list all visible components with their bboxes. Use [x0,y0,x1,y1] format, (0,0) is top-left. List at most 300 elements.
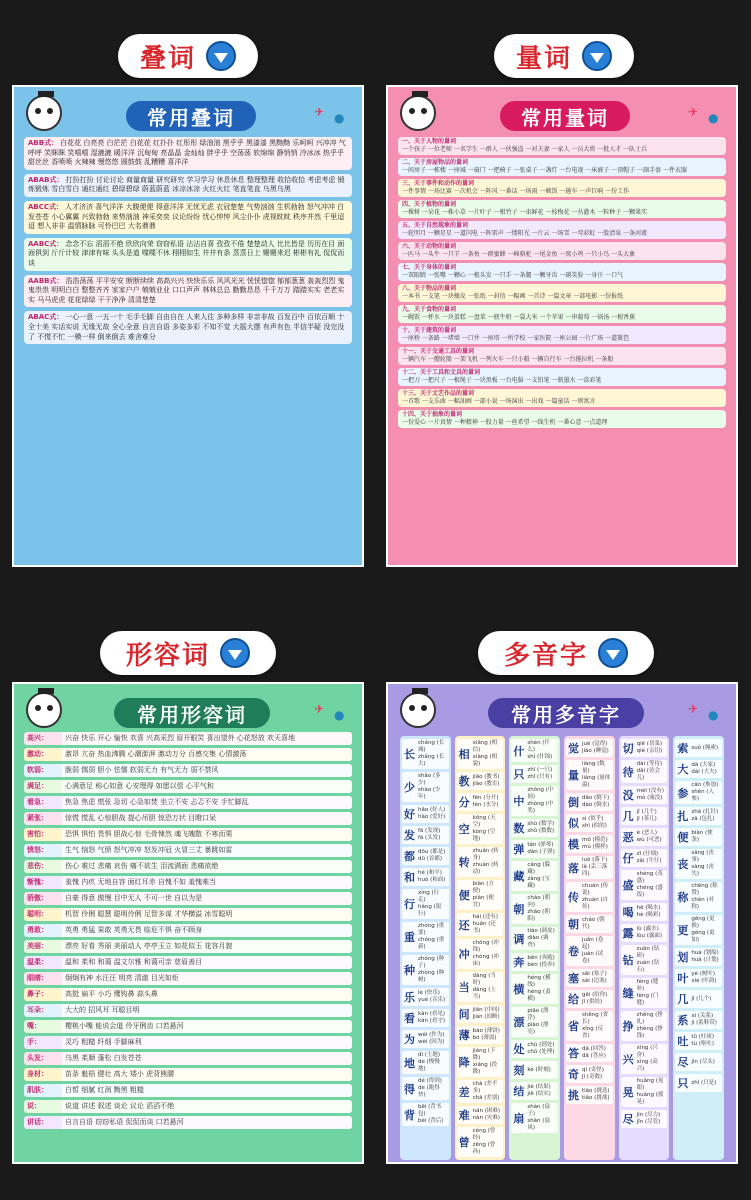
polyphone-readings: chuán (传说) zhuàn (自传) [582,883,609,910]
group-words: 一首歌 一支乐曲 一幅油画 一部小说 一场演出 一出戏 一篇童话 一则寓言 [402,398,596,405]
polyphone-entry [675,807,722,825]
polyphone-char: 盛 [622,879,634,892]
polyphone-readings: jié (结果) jiē (结实) [527,1084,551,1097]
polyphone-readings: báo (薄饼) bó (薄弱) [472,1028,500,1041]
polyphone-char: 觉 [568,742,579,755]
section-pill-diecI[interactable] [118,34,258,78]
adjective-values: 自言自语 窃窃私语 侃侃而谈 口若悬河 [62,1116,352,1129]
polyphone-entry [457,793,504,811]
adjective-key: 惭愧： [27,878,48,886]
polyphone-entry [511,1082,558,1100]
polyphone-readings: cháng (长城) zhǎng (长大) [418,740,445,767]
polyphone-char: 看 [404,1012,415,1025]
adjective-key: 眼睛： [27,974,48,982]
group-words: 打扮打扮 讨论讨论 商量商量 研究研究 学习学习 休息休息 整理整理 收拾收拾 考虑考虑 锻炼锻炼 雪白雪白 通红通红 碧绿碧绿 蔚蓝蔚蓝 冰凉冰凉 火红火红 笔直笔直 乌黑乌黑 [28,175,345,194]
polyphone-readings: shǎo (多少) shào (少年) [418,773,441,800]
adjective-row [24,828,352,841]
polyphone-readings: héng (横线) hèng (蛮横) [527,975,551,1002]
polyphone-char: 行 [404,898,415,911]
polyphone-char: 得 [404,1082,415,1096]
polyphone-char: 发 [404,829,415,842]
adjective-values: 焦急 焦虑 慌张 急切 心急如焚 坐立不安 忐忑不安 手忙脚乱 [62,796,352,809]
polyphone-entry [511,786,558,816]
adjective-row [24,796,352,809]
group-words: 白花花 白亮亮 白茫茫 白花花 红扑扑 红彤彤 绿油油 黑乎乎 黑漆漆 黑黝黝 乐呵呵 兴冲冲 气呼呼 笑眯眯 笑嘻嘻 湿漉漉 暖洋洋 沉甸甸 亮晶晶 金灿灿 胖乎乎 空荡荡 软绵绵 静悄悄 冷冰冰 热乎乎 甜丝丝 香喷喷 火辣辣 慢悠悠 圆鼓鼓 乱糟糟 喜洋洋 [28,139,346,167]
polyphone-char: 挣 [622,1020,634,1033]
polyphone-readings: tán (弹琴) dàn (子弹) [527,842,555,855]
polyphone-entry [621,945,668,975]
diecI-group [24,311,352,344]
polyphone-char: 调 [513,932,525,946]
group-title: 十四、关于抽象的量词 [402,411,463,418]
polyphone-char: 奔 [513,956,525,969]
polyphone-entry [457,1080,504,1103]
section-title-diecI: 叠词 [139,43,196,74]
polyphone-entry [621,760,668,783]
adjective-values: 惊慌 慌乱 心惊胆战 提心吊胆 惊恐万状 目瞪口呆 [62,812,352,825]
adjective-values: 激昂 亢奋 热血沸腾 心潮澎湃 激动万分 百感交集 心情激荡 [62,748,352,761]
adjective-row [24,1052,352,1065]
polyphone-readings: dài (等待) dāi (待会儿) [636,761,663,781]
adjective-values: 樱桃小嘴 能说会道 伶牙俐齿 口若悬河 [62,1020,352,1033]
polyphone-entry [675,1053,722,1071]
adjective-row [24,1036,352,1049]
polyphone-char: 冲 [458,948,470,961]
polyphone-entry [511,1103,558,1133]
polyphone-char: 答 [568,1047,579,1060]
group-tag: ABAB式： [28,175,64,184]
polyphone-char: 曾 [458,1136,470,1149]
group-words: 一双眼睛 一张嘴 一颗心 一根头发 一只手 一条腿 一颗牙齿 一副笑脸 一身汗 一口气 [402,272,624,279]
liangci-group [398,326,726,344]
poster-banner: 常用多音字 [488,698,644,728]
polyphone-readings: piāo (漂浮) piào (漂亮) [527,1008,549,1035]
poster-banner: 常用叠词 [126,101,256,131]
polyphone-entry [621,1044,668,1074]
polyphone-char: 中 [513,795,525,808]
polyphone-readings: suǒ (绳索) [691,744,719,751]
dropdown-arrow-icon[interactable] [220,638,250,668]
polyphone-entry [566,793,613,811]
polyphone-entry [675,1074,722,1092]
liangci-group [398,410,726,428]
group-words: 浩浩荡荡 平平安安 断断续续 高高兴兴 快快乐乐 风风光光 恍恍惚惚 郁郁葱葱 轰轰烈烈 鬼鬼祟祟 明明白白 整整齐齐 家家户户 兢兢业业 口口声声 林林总总 勤勤恳恳 千千万万 踏踏实实 老老实实 马马虎虎 花花绿绿 干干净净 清清楚楚 [28,276,345,304]
polyphone-char: 几 [677,993,689,1006]
polyphone-readings: zhuǎn (转身) zhuàn (转动) [472,848,499,875]
polyphone-entry [402,1030,449,1048]
polyphone-readings: kàn (看见) kān (看守) [418,1011,446,1024]
polyphone-readings: zuān (钻研) zuàn (钻石) [636,946,660,973]
polyphone-char: 什 [513,744,525,758]
adjective-row [24,956,352,969]
adjective-row [24,844,352,857]
polyphone-readings: jiàng (下降) xiáng (投降) [472,1048,498,1075]
polyphone-entry [621,1077,668,1107]
adjective-values: 高挺 扁平 小巧 鹰钩鼻 蒜头鼻 [62,988,352,1001]
group-words: 一辆汽车 一艘轮船 一架飞机 一列火车 一只小船 一辆自行车 一台拖拉机 一条船 [402,356,614,363]
group-words: 一把刀 一把尺子 一根绳子 一块黑板 一台电脑 一支铅笔 一瓶墨水 一盒彩笔 [402,377,602,384]
polyphone-char: 教 [458,775,470,788]
polyphone-column [564,736,615,1160]
adjective-values: 羞愧 内疚 无地自容 面红耳赤 自愧不如 羞愧难当 [62,876,352,889]
group-words: 一座桥 一条路 一堵墙 一口井 一座塔 一所学校 一家医院 一座公园 一片广场 一道篱笆 [402,335,630,342]
polyphone-readings: tiāo (挑选) tiǎo (挑战) [582,1088,610,1101]
polyphone-readings: kè (时刻) [527,1066,551,1073]
polyphone-readings: zhī (一只) zhǐ (只有) [527,767,553,780]
airplane-icon: ✈ [314,105,325,119]
adjective-key: 愤怒： [27,846,48,854]
polyphone-readings: gēng (更换) gèng (更加) [691,916,715,943]
adjective-values: 生气 恼怒 气愤 怒气冲冲 怒发冲冠 火冒三丈 暴跳如雷 [62,844,352,857]
group-words: 一本书 一支笔 一块橡皮 一张纸 一封信 一幅画 一首诗 一篇文章 一部电影 一份报纸 [402,293,624,300]
adjective-key: 悲伤： [27,862,48,870]
polyphone-char: 结 [513,1085,525,1098]
polyphone-char: 转 [458,856,470,869]
polyphone-readings: jiān (中间) jiàn (间断) [472,1007,500,1020]
polyphone-entry [675,915,722,945]
group-words: 一个孩子 一位老师 一名学生 一群人 一伙强盗 一对夫妻 一家人 一员大将 一批人才 一队士兵 [402,146,648,153]
polyphone-readings: fā (发现) fà (头发) [418,828,441,841]
polyphone-char: 卷 [568,945,579,958]
adjective-row [24,812,352,825]
diecI-group [24,275,352,308]
polyphone-readings: tiáo (调皮) diào (调查) [527,928,555,948]
liangci-group [398,368,726,386]
polyphone-entry [566,835,613,853]
polyphone-char: 省 [568,1020,579,1033]
polyphone-char: 漂 [513,1016,525,1029]
group-words: 一件事情 一场比赛 一次机会 一阵风 一番话 一场雨 一顿饭 一趟车 一声巨响 一份工作 [402,188,630,195]
polyphone-readings: zhòng (重要) chóng (重新) [418,923,445,950]
adjective-row [24,1020,352,1033]
group-tag: ABB式： [28,139,59,147]
polyphone-char: 吐 [677,1035,689,1048]
adjective-values: 漂亮 好看 秀丽 美丽动人 亭亭玉立 如花似玉 花容月貌 [62,940,352,953]
poster-body [24,137,352,348]
polyphone-char: 钻 [622,954,634,967]
adjective-row [24,940,352,953]
polyphone-entry [457,939,504,969]
polyphone-readings: dǎo (倒下) dào (倒水) [582,795,610,808]
polyphone-entry [675,882,722,912]
polyphone-readings: dōu (都是) dū (首都) [418,849,446,862]
polyphone-readings: dà (大家) dài (大夫) [691,762,717,775]
polyphone-entry [457,772,504,790]
polyphone-char: 当 [458,981,470,994]
adjective-key: 美丽： [27,942,48,950]
polyphone-entry [621,1110,668,1128]
polyphone-readings: nán (困难) nàn (灾难) [472,1108,501,1121]
adjective-row [24,892,352,905]
mascot-icon [26,95,62,131]
group-title: 十二、关于工具和文具的量词 [402,369,481,376]
section-title-xingrongci: 形容词 [125,640,210,671]
polyphone-readings: méi (没有) mò (淹没) [636,788,664,801]
polyphone-column [400,736,451,1160]
adjective-key: 讲话： [27,1118,48,1126]
polyphone-entry [566,990,613,1008]
polyphone-readings: mó (模范) mú (模样) [582,837,608,850]
liangci-group [398,389,726,407]
adjective-values: 灵巧 粗糙 纤细 手脚麻利 [62,1036,352,1049]
adjective-row [24,732,352,745]
polyphone-column [509,736,560,1160]
polyphone-entry [457,1127,504,1157]
polyphone-char: 划 [677,951,689,964]
adjective-values: 白皙 细腻 红润 黝黑 粗糙 [62,1084,352,1097]
polyphone-entry [511,1007,558,1037]
liangci-group [398,158,726,176]
polyphone-readings: fēn (分开) fèn (水分) [472,795,499,808]
polyphone-char: 喝 [622,906,634,919]
adjective-key: 手： [27,1038,41,1046]
polyphone-entry [511,739,558,762]
polyphone-char: 更 [677,924,689,937]
polyphone-entry [402,868,449,886]
polyphone-char: 背 [404,1108,415,1122]
poster-banner: 常用量词 [500,101,630,131]
polyphone-entry [621,828,668,846]
polyphone-char: 几 [622,810,634,823]
polyphone-char: 挑 [568,1089,579,1102]
polyphone-char: 乐 [404,991,415,1004]
polyphone-readings: qiē (切菜) qiè (亲切) [636,741,663,754]
polyphone-char: 只 [513,768,525,781]
section-pill-duoyinzi[interactable] [478,631,654,675]
polyphone-entry [566,1044,613,1062]
group-title: 八、关于物品的量词 [402,285,457,292]
liangci-group [398,179,726,197]
polyphone-entry [675,828,722,846]
polyphone-entry [511,894,558,924]
group-title: 三、关于事件和动作的量词 [402,180,475,187]
polyphone-entry [402,1051,449,1074]
polyphone-char: 便 [677,831,689,844]
polyphone-readings: shèng (茂盛) chéng (盛饭) [636,871,663,898]
group-words: 一间房子 一栋楼 一座城 一扇门 一把椅子 一张桌子 一盏灯 一台电视 一床被子 一顶帽子 一副手套 一件衣服 [402,167,687,174]
polyphone-entry [457,814,504,844]
polyphone-char: 和 [404,871,415,884]
diecI-group [24,238,352,271]
polyphone-column [455,736,506,1160]
diecI-group [24,174,352,197]
polyphone-entry [621,903,668,921]
adjective-values: 乌黑 柔顺 蓬松 白发苍苍 [62,1052,352,1065]
liangci-group [398,137,726,155]
adjective-row [24,748,352,761]
polyphone-char: 参 [677,786,689,800]
adjective-key: 耳朵： [27,1006,48,1014]
polyphone-char: 奇 [568,1068,579,1081]
polyphone-readings: bēi (背书包) bèi (背后) [418,1104,444,1124]
group-title: 二、关于房屋物品的量词 [402,159,469,166]
airplane-icon: ✈ [688,702,699,716]
adjective-values: 自豪 得意 傲慢 目中无人 不可一世 自以为是 [62,892,352,905]
diecI-group [24,201,352,234]
polyphone-char: 模 [568,838,579,851]
group-words: 一份爱心 一片真情 一种精神 一股力量 一丝希望 一线生机 一番心意 一点道理 [402,419,608,426]
adjective-key: 勇敢： [27,926,48,934]
polyphone-readings: zhōng (中间) zhòng (中奖) [527,787,554,814]
polyphone-entry [675,849,722,879]
adjective-key: 软弱： [27,766,48,774]
polyphone-entry [511,974,558,1004]
polyphone-char: 降 [458,1056,470,1069]
polyphone-readings: jìn (尽力) jǐn (尽管) [636,1112,661,1125]
polyphone-char: 给 [568,993,579,1006]
adjective-values: 炯炯有神 水汪汪 明亮 清澈 目光如炬 [62,972,352,985]
polyphone-entry [457,1026,504,1044]
polyphone-readings: zhǒng (种子) zhòng (种树) [418,956,445,983]
polyphone-readings: jǐ (几个) [691,995,712,1002]
polyphone-char: 塞 [568,972,579,985]
polyphone-entry [675,1011,722,1029]
adjective-key: 着急： [27,798,48,806]
dropdown-arrow-icon[interactable] [582,41,612,71]
adjective-row [24,780,352,793]
group-tag: ABAC式： [28,313,64,322]
polyphone-readings: sāng (丧事) sàng (丧失) [691,850,714,877]
polyphone-char: 大 [677,763,689,776]
adjective-row [24,988,352,1001]
polyphone-readings: yè (树叶) xié (叶韵) [691,971,717,984]
liangci-group [398,221,726,239]
polyphone-char: 薄 [458,1029,470,1042]
polyphone-readings: cháo (朝向) zhāo (朝阳) [527,895,550,922]
group-title: 一、关于人物的量词 [402,138,457,145]
polyphone-entry [402,805,449,823]
adjective-key: 头发： [27,1054,48,1062]
group-title: 六、关于动物的量词 [402,243,457,250]
polyphone-char: 恶 [622,831,634,844]
polyphone-readings: zhǐ (只是) [691,1079,717,1086]
polyphone-char: 落 [568,861,579,875]
polyphone-entry [566,1065,613,1083]
polyphone-entry [511,1040,558,1058]
polyphone-entry [457,972,504,1002]
polyphone-entry [566,1086,613,1104]
polyphone-readings: sāi (塞子) sài (边塞) [582,971,607,984]
polyphone-entry [457,739,504,769]
polyphone-entry [621,849,668,867]
polyphone-entry [511,1061,558,1079]
polyphone-readings: shén (什么) shí (什锦) [527,740,553,760]
polyphone-entry [675,760,722,778]
polyphone-entry [675,739,722,757]
polyphone-readings: cān (参加) shēn (人参) [691,782,719,802]
polyphone-char: 处 [513,1043,525,1056]
poster-xingrongci [12,682,364,1164]
polyphone-char: 相 [458,748,470,761]
polyphone-readings: biàn (便条) [691,830,713,843]
polyphone-readings: chà (差不多) chā (差别) [472,1081,500,1101]
polyphone-readings: zhā (扎针) zā (包扎) [691,809,719,822]
polyphone-char: 扎 [677,810,689,823]
polyphone-char: 少 [404,781,415,794]
dropdown-arrow-icon[interactable] [206,41,236,71]
adjective-key: 肌肤： [27,1086,48,1094]
polyphone-entry [402,922,449,952]
polyphone-entry [675,948,722,966]
polyphone-char: 重 [404,931,415,944]
polyphone-char: 叶 [677,972,689,985]
liangci-group [398,263,726,281]
polyphone-readings: hē (喝水) hè (喝彩) [636,905,661,918]
adjective-row [24,1116,352,1129]
adjective-key: 害怕： [27,830,48,838]
polyphone-char: 仔 [622,852,634,865]
polyphone-char: 系 [677,1014,689,1027]
polyphone-readings: cáng (躲藏) zàng (宝藏) [527,862,551,889]
polyphone-readings: dá (回答) dā (答应) [582,1046,606,1059]
group-words: 念念不忘 滔滔不绝 欣欣向荣 窃窃私语 沾沾自喜 孜孜不倦 楚楚动人 比比皆是 历历在目 面面俱到 斤斤计较 津津有味 头头是道 喋喋不休 栩栩如生 井井有条 蒸蒸日上 姗姗来迟 彬彬有礼 侃侃而谈 [28,239,345,267]
group-title: 十一、关于交通工具的量词 [402,348,475,355]
polyphone-readings: hǎo (好人) hào (爱好) [418,807,446,820]
adjective-values: 温和 柔和 和蔼 温文尔雅 和蔼可亲 慈眉善目 [62,956,352,969]
group-title: 十、关于建筑的量词 [402,327,457,334]
adjective-values: 心满意足 称心如意 心安理得 如愿以偿 心平气和 [62,780,352,793]
polyphone-char: 露 [622,927,634,940]
polyphone-char: 没 [622,789,634,802]
mascot-icon [400,95,436,131]
diecI-group [24,137,352,170]
polyphone-entry [402,1077,449,1100]
airplane-icon: ✈ [314,702,325,716]
polyphone-readings: tǔ (吐痰) tù (呕吐) [691,1034,715,1047]
liangci-group [398,284,726,302]
polyphone-char: 只 [677,1077,689,1090]
polyphone-entry [457,1047,504,1077]
polyphone-entry [566,814,613,832]
polyphone-char: 称 [677,891,689,904]
adjective-key: 鼻子： [27,990,48,998]
section-title-liangci: 量词 [515,43,572,74]
group-title: 十三、关于文艺作品的量词 [402,390,475,397]
polyphone-entry [566,760,613,790]
adjective-key: 紧张： [27,814,48,822]
polyphone-char: 弹 [513,843,525,856]
polyphone-readings: xì (关系) jì (系鞋带) [691,1013,717,1026]
polyphone-readings: huǎng (晃眼) huàng (摇晃) [636,1078,664,1105]
group-tag: AABC式： [28,239,64,248]
group-words: 一匹马 一头牛 一只羊 一条鱼 一群蜜蜂 一峰骆驼 一尾金鱼 一窝小鸡 一只小鸟 一头大象 [402,251,636,258]
polyphone-entry [402,1009,449,1027]
balloon-icon: ● [334,111,345,125]
polyphone-readings: lù (露水) lòu (露面) [636,926,663,939]
polyphone-entry [675,1032,722,1050]
section-pill-liangci[interactable] [494,34,634,78]
adjective-key: 说： [27,1102,41,1110]
polyphone-char: 传 [568,891,579,904]
polyphone-char: 待 [622,765,634,779]
section-pill-xingrongci[interactable] [100,631,276,675]
polyphone-char: 似 [568,817,579,830]
polyphone-entry [402,826,449,844]
polyphone-entry [511,953,558,971]
group-tag: AABB式： [28,276,64,285]
polyphone-entry [402,988,449,1006]
group-title: 九、关于食物的量词 [402,306,457,313]
polyphone-entry [566,969,613,987]
polyphone-entry [621,870,668,900]
polyphone-char: 数 [513,822,525,835]
polyphone-entry [402,772,449,802]
mascot-icon [26,692,62,728]
dropdown-arrow-icon[interactable] [598,638,628,668]
polyphone-entry [566,1011,613,1041]
adjective-row [24,764,352,777]
adjective-values: 恐惧 惧怕 畏惧 胆战心惊 毛骨悚然 魂飞魄散 不寒而栗 [62,828,352,841]
